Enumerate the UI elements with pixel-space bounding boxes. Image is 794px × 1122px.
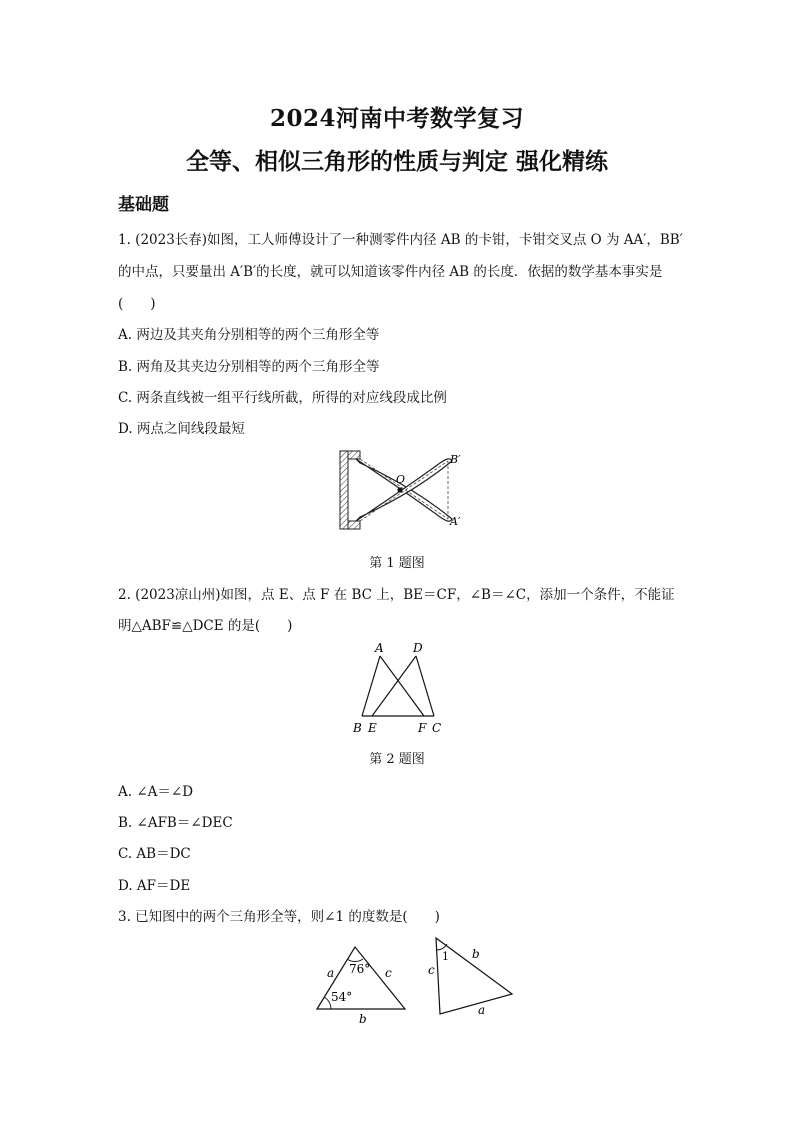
angle-54-label: 54°	[331, 990, 353, 1004]
q3-triangle-2	[420, 930, 520, 1020]
q1-option-d: D. 两点之间线段最短	[118, 421, 245, 437]
q1-figure-caption: 第 1 题图	[369, 556, 425, 571]
q1-option-c: C. 两条直线被一组平行线所截，所得的对应线段成比例	[118, 390, 447, 406]
label-c: C	[432, 721, 442, 735]
angle-1-label: 1	[442, 950, 449, 963]
side-a-label-2: a	[478, 1003, 486, 1017]
q2-figure-caption: 第 2 题图	[369, 752, 425, 767]
label-a-prime: A′	[450, 515, 461, 528]
q3-triangle-1	[305, 933, 415, 1025]
q3-text-line-1: 3. 已知图中的两个三角形全等，则∠1 的度数是( )	[118, 909, 440, 925]
q1-option-a: A. 两边及其夹角分别相等的两个三角形全等	[118, 327, 380, 343]
q2-option-b: B. ∠AFB＝∠DEC	[118, 815, 233, 831]
angle-76-label: 76°	[349, 962, 371, 976]
pivot-point-o	[397, 487, 402, 492]
label-a: A	[375, 641, 384, 655]
label-d: D	[413, 641, 423, 655]
side-a-label: a	[327, 966, 335, 980]
q2-option-d: D. AF＝DE	[118, 878, 191, 894]
q1-text-line-2: 的中点，只要量出 A′B′的长度，就可以知道该零件内径 AB 的长度．依据的数学基本事实是	[118, 264, 663, 280]
q2-option-c: C. AB＝DC	[118, 846, 191, 862]
part-wall	[340, 451, 348, 529]
side-b-label-2: b	[472, 947, 480, 961]
q2-text-line-2: 明△ABF≌△DCE 的是( )	[118, 618, 293, 634]
segment-dc	[416, 656, 434, 716]
q2-text-line-1: 2. (2023凉山州)如图，点 E、点 F 在 BC 上，BE＝CF，∠B＝∠C，添加一个条件，不能证	[118, 587, 675, 603]
page-subtitle: 全等、相似三角形的性质与判定 强化精练	[185, 148, 608, 175]
q1-text-line-3: ( )	[118, 296, 156, 312]
page-title: 2024河南中考数学复习	[269, 105, 524, 132]
q2-option-a: A. ∠A＝∠D	[118, 784, 194, 800]
section-heading: 基础题	[118, 195, 169, 215]
side-c-label: c	[385, 966, 392, 980]
label-o: O	[396, 473, 406, 486]
angle-arc-left	[324, 997, 331, 1009]
segment-de	[372, 656, 416, 716]
label-f: F	[418, 721, 427, 735]
label-b-prime: B′	[450, 453, 461, 466]
segment-ab	[362, 656, 380, 716]
q1-caliper-figure	[330, 445, 470, 535]
q1-text-line-1: 1. (2023长春)如图，工人师傅设计了一种测零件内径 AB 的卡钳，卡钳交叉点 O 为 AA′，BB′	[118, 232, 683, 248]
label-b: B	[353, 721, 362, 735]
q2-triangles-figure	[348, 640, 448, 740]
side-c-label-2: c	[428, 963, 435, 977]
segment-af	[380, 656, 424, 716]
label-e: E	[368, 721, 377, 735]
side-b-label: b	[359, 1012, 367, 1025]
q1-option-b: B. 两角及其夹边分别相等的两个三角形全等	[118, 359, 380, 375]
